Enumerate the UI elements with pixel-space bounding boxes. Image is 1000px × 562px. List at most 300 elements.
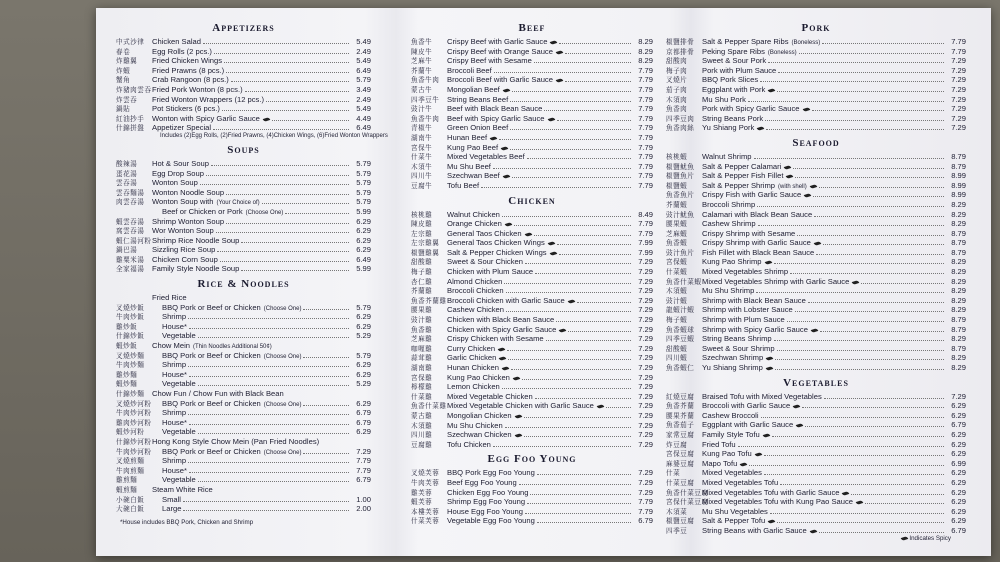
chinese-dish-name: 蝦炒河粉 (116, 429, 145, 437)
dotted-leader (812, 110, 945, 111)
menu-item-row (666, 296, 966, 306)
dotted-leader (189, 328, 349, 329)
dish-price: 6.79 (951, 420, 966, 430)
menu-item-row (411, 143, 653, 153)
menu-item-row (411, 56, 653, 66)
menu-item-row (411, 373, 653, 383)
dish-price: 7.29 (951, 56, 966, 66)
chinese-dish-name: 魚香蝦 (666, 240, 688, 248)
menu-item-row (411, 248, 653, 258)
chinese-dish-name: 什錦炒飯 (116, 333, 145, 341)
menu-item-row (666, 181, 966, 191)
dotted-leader (511, 369, 631, 370)
dish-price: 7.79 (638, 180, 653, 190)
dish-price: 7.29 (638, 257, 653, 267)
dish-price: 7.29 (638, 363, 653, 372)
chinese-dish-name: 雞炒飯 (116, 323, 138, 331)
section-title-seafood: Seafood (792, 136, 840, 149)
seafood-list (666, 152, 966, 373)
dish-price: 5.49 (356, 104, 371, 114)
dotted-leader (189, 472, 349, 473)
chinese-dish-name: 芥蘭雞 (411, 288, 433, 296)
chinese-dish-name: 炸豬肉雲吞 (116, 86, 152, 94)
dish-price: 8.99 (951, 171, 966, 181)
menu-item-row (411, 305, 653, 315)
chinese-dish-name: 叉燒片 (666, 77, 688, 85)
chinese-dish-name: 紅燒豆腐 (666, 393, 695, 401)
chinese-dish-name: 春卷 (116, 48, 131, 56)
dotted-leader (241, 270, 349, 271)
chinese-dish-name: 豉汁蝦 (666, 297, 688, 305)
appetizers-list (116, 37, 371, 133)
dotted-leader (262, 203, 349, 204)
chinese-dish-name: 牛肉炒麵 (116, 362, 145, 370)
dotted-leader (760, 81, 944, 82)
menu-item-row (411, 47, 653, 57)
menu-item-row (116, 312, 371, 322)
dish-price: 7.79 (638, 132, 653, 142)
dotted-leader (772, 436, 944, 437)
dish-price: 7.29 (951, 391, 966, 401)
dish-price: 7.29 (951, 94, 966, 104)
dotted-leader (535, 398, 631, 399)
menu-item-row (411, 516, 653, 526)
dish-name: Shrimp with Lobster Sauce (702, 305, 793, 315)
dish-price: 7.79 (638, 171, 653, 181)
chinese-dish-name: 魚香雞 (411, 326, 433, 334)
dish-price: 7.79 (638, 75, 653, 85)
dish-name: Calamari with Black Bean Sauce (702, 209, 813, 219)
dish-name: Fried Tofu (702, 439, 736, 449)
chinese-dish-name: 四季豆牛 (411, 96, 440, 104)
dish-price: 7.29 (638, 305, 653, 315)
dish-price: 7.79 (638, 506, 653, 516)
chili-pepper-icon (768, 88, 776, 93)
chinese-dish-name: 魚香什菜雞 (411, 403, 447, 411)
dish-price: 6.49 (356, 65, 371, 75)
chinese-dish-name: 豉汁雞 (411, 317, 433, 325)
dotted-leader (226, 72, 349, 73)
chinese-dish-name: 麻婆豆腐 (666, 460, 695, 468)
menu-item-row (116, 360, 371, 370)
dish-name: Tofu Beef (447, 180, 480, 190)
dish-name: Sizzling Rice Soup (152, 245, 216, 255)
menu-item-row (666, 516, 966, 526)
dotted-leader (577, 302, 631, 303)
menu-item-row (666, 238, 966, 248)
chinese-dish-name: 什菜豆腐 (666, 479, 695, 487)
chinese-dish-name: 什菜牛 (411, 154, 433, 162)
section-title-egg-foo-young: Egg Foo Young (487, 453, 577, 466)
dotted-leader (206, 175, 349, 176)
dish-name: Vegetable (162, 475, 196, 485)
chinese-dish-name: 魚香肉 (666, 106, 688, 114)
chinese-dish-name: 豉汁魷魚 (666, 211, 695, 219)
menu-panel-left (116, 18, 388, 527)
dish-price: 7.79 (638, 219, 653, 229)
dotted-leader (757, 206, 944, 207)
dish-price: 7.79 (638, 84, 653, 94)
dish-price: 8.29 (951, 257, 966, 267)
dish-name: Chicken Corn Soup (152, 254, 218, 264)
chinese-dish-name: 椒鹽排骨 (666, 39, 695, 46)
dish-name: Mongolian Chicken (447, 410, 512, 420)
dotted-leader (510, 149, 631, 150)
dotted-leader (537, 474, 631, 475)
dotted-leader (824, 398, 944, 399)
chili-pepper-icon (766, 356, 774, 361)
chinese-dish-name: 木須雞 (411, 422, 433, 430)
dish-name: Hot & Sour Soup (152, 158, 209, 168)
menu-item-row (411, 277, 653, 287)
dish-name: Pork with Spicy Garlic Sauce (702, 104, 800, 114)
chili-pepper-icon (784, 165, 792, 170)
dotted-leader (512, 177, 631, 178)
dish-name: Family Style Noodle Soup (152, 264, 240, 274)
dotted-leader (527, 158, 631, 159)
chinese-dish-name: 腰果芥蘭 (666, 412, 695, 420)
dish-name: Fried Wonton Wrappers (12 pcs.) (152, 94, 264, 104)
dish-price: 7.79 (638, 161, 653, 171)
chinese-dish-name: 甜酸蝦 (666, 345, 688, 353)
house-footnote: *House includes BBQ Pork, Chicken and Shrimp (120, 518, 254, 526)
dish-name: Shrimp Rice Noodle Soup (152, 235, 240, 245)
dish-name: Crispy Shrimp with Sesame (702, 228, 796, 238)
chili-pepper-icon (796, 423, 804, 428)
menu-item-row (116, 466, 371, 476)
menu-item-row (411, 85, 653, 95)
menu-item-row (411, 267, 653, 277)
dotted-leader (272, 120, 349, 121)
beef-list (411, 37, 653, 191)
chinese-dish-name: 家常豆腐 (666, 431, 695, 439)
dotted-leader (865, 503, 944, 504)
chinese-dish-name: 宮保什菜豆腐 (666, 499, 709, 507)
menu-item-row (666, 344, 966, 354)
menu-item-row (116, 504, 371, 514)
menu-item-row (666, 190, 966, 200)
chinese-dish-name: 豆腐雞 (411, 441, 433, 449)
chinese-dish-name: 炸蝦 (116, 67, 131, 75)
dotted-leader (764, 455, 944, 456)
dish-price: 7.79 (638, 94, 653, 104)
dish-name: Walnut Chicken (447, 209, 500, 219)
dotted-leader (525, 513, 631, 514)
chinese-dish-name: 酸辣湯 (116, 160, 138, 168)
chinese-dish-name: 魚香魚片 (666, 192, 695, 200)
appetizer-special-note: Includes (2)Egg Rolls, (2)Fried Prawns, (4)Chicken Wings, (6)Fried Wonton Wrappers (160, 132, 388, 139)
menu-item-row (411, 123, 653, 133)
dish-price: 8.29 (951, 353, 966, 363)
dish-name: Kung Pao Beef (447, 142, 499, 152)
dish-price: 8.29 (951, 363, 966, 372)
chinese-dish-name: 蝦雲吞湯 (116, 218, 145, 226)
menu-item-row (666, 478, 966, 488)
dish-name: Wonton Soup with (152, 197, 214, 207)
dotted-leader (790, 273, 944, 274)
menu-item-row (666, 363, 966, 373)
menu-item-row (666, 468, 966, 478)
dish-name: Salt & Pepper Calamari (702, 161, 782, 171)
chinese-dish-name: 什錦拼盤 (116, 125, 145, 133)
dish-price: 6.79 (356, 417, 371, 427)
dotted-leader (527, 503, 631, 504)
dotted-leader (535, 273, 631, 274)
dish-option-note: (Choose One) (263, 401, 302, 408)
menu-item-row (116, 236, 371, 246)
dish-name: Kung Pao Tofu (702, 449, 752, 459)
menu-item-row (116, 47, 371, 57)
menu-item-row (411, 430, 653, 440)
dish-price: 6.29 (951, 401, 966, 411)
chinese-dish-name: 椒鹽蝦 (666, 182, 688, 190)
menu-item-row (411, 315, 653, 325)
dish-name: Crispy Beef with Orange Sauce (447, 46, 553, 56)
dish-name: BBQ Pork or Beef or Chicken (162, 350, 261, 360)
chicken-list (411, 210, 653, 450)
dish-name: String Beans Shrimp (702, 334, 772, 344)
menu-item-row (666, 449, 966, 459)
pork-list (666, 37, 966, 133)
menu-item-row (116, 293, 371, 303)
dish-name: Wor Wonton Soup (152, 226, 214, 236)
chinese-dish-name: 四川牛 (411, 173, 433, 181)
chinese-dish-name: 魚香芥蘭雞 (411, 297, 447, 305)
dotted-leader (220, 261, 349, 262)
chinese-dish-name: 核桃雞 (411, 211, 433, 219)
menu-item-row (116, 56, 371, 66)
chili-pepper-icon (740, 462, 748, 467)
chinese-dish-name: 炸豆腐 (666, 441, 688, 449)
dish-price: 6.79 (356, 475, 371, 485)
chili-pepper-icon (549, 251, 557, 256)
chinese-dish-name: 四季豆肉 (666, 115, 695, 123)
dish-price: 5.79 (356, 197, 371, 207)
dotted-leader (510, 101, 631, 102)
dotted-leader (303, 453, 349, 454)
dish-price: 7.29 (638, 430, 653, 440)
menu-panel-right (666, 18, 966, 536)
dish-price: 8.49 (638, 209, 653, 219)
menu-item-row (666, 315, 966, 325)
menu-item-row (666, 277, 966, 287)
chili-pepper-icon (900, 536, 908, 541)
menu-item-row (666, 200, 966, 210)
dotted-leader (814, 216, 944, 217)
dotted-leader (754, 158, 944, 159)
dish-name: Kung Pao Chicken (447, 372, 510, 382)
dotted-leader (534, 62, 631, 63)
dish-price: 8.29 (951, 209, 966, 219)
menu-item-row (666, 114, 966, 124)
dish-price: 8.29 (638, 56, 653, 66)
menu-item-row (666, 152, 966, 162)
dotted-leader (544, 110, 631, 111)
menu-item-row (666, 66, 966, 76)
dish-price: 5.79 (356, 302, 371, 312)
dish-name: Chicken Egg Foo Young (447, 487, 529, 497)
dotted-leader (303, 405, 349, 406)
dotted-leader (519, 484, 631, 485)
dish-price: 6.79 (356, 408, 371, 418)
chinese-dish-name: 魚香什菜豆腐 (666, 489, 709, 497)
chinese-dish-name: 豉汁魚片 (666, 249, 695, 257)
section-title-chicken: Chicken (508, 194, 556, 207)
menu-item-row (666, 459, 966, 469)
dotted-leader (738, 446, 944, 447)
chili-pepper-icon (499, 356, 507, 361)
dish-name: Wonton Soup (152, 178, 198, 188)
dish-name: Crab Rangoon (8 pcs.) (152, 75, 229, 85)
chinese-dish-name: 咖喱雞 (411, 345, 433, 353)
dish-name: Shrimp (162, 360, 187, 370)
vegetables-list (666, 392, 966, 536)
dish-price: 7.29 (638, 477, 653, 487)
dish-name: Chow Mein (152, 341, 190, 351)
dotted-leader (777, 350, 944, 351)
chinese-dish-name: 陳皮雞 (411, 221, 433, 229)
dish-name: Salt & Pepper Shrimp (702, 180, 776, 190)
chinese-dish-name: 芝麻雞 (411, 336, 433, 344)
dotted-leader (493, 446, 631, 447)
dish-price: 6.29 (951, 497, 966, 507)
menu-item-row (411, 219, 653, 229)
menu-sheet (96, 8, 991, 556)
chinese-dish-name: 叉燒煎麵 (116, 458, 145, 466)
section-title-appetizers: Appetizers (212, 22, 275, 34)
dish-name: String Beans Beef (447, 94, 509, 104)
dotted-leader (568, 331, 631, 332)
menu-item-row (116, 123, 371, 133)
dish-price: 3.49 (356, 84, 371, 94)
dotted-leader (546, 340, 631, 341)
dish-name: BBQ Pork or Beef or Chicken (162, 398, 261, 408)
dotted-leader (805, 426, 944, 427)
dish-name: Chicken with Plum Sauce (447, 267, 534, 277)
chili-pepper-icon (514, 433, 522, 438)
dish-name: Salt & Pepper Spare Ribs (702, 37, 789, 46)
dish-name: General Taos Chicken (447, 228, 522, 238)
chinese-dish-name: 魚香蝦球 (666, 326, 695, 334)
dish-price: 7.29 (638, 401, 653, 411)
dish-price: 8.99 (951, 190, 966, 200)
dish-name: Chicken with Black Bean Sauce (447, 315, 555, 325)
dish-price: 7.29 (951, 113, 966, 123)
dotted-leader (303, 309, 349, 310)
dish-option-note: (Your Choice of) (216, 200, 260, 207)
dish-price: 7.99 (638, 238, 653, 248)
dotted-leader (778, 72, 944, 73)
chinese-dish-name: 梅子肉 (666, 67, 688, 75)
chinese-dish-name: 湖南雞 (411, 365, 433, 372)
menu-item-row (411, 104, 653, 114)
egg-foo-young-list (411, 468, 653, 526)
menu-item-row (411, 363, 653, 373)
dish-price: 7.29 (638, 276, 653, 286)
chinese-dish-name: 宮保蝦 (666, 259, 688, 267)
dish-price: 7.29 (638, 487, 653, 497)
chinese-dish-name: 椒鹽魷魚 (666, 163, 695, 171)
dish-price: 8.29 (951, 267, 966, 277)
dish-price: 4.49 (356, 113, 371, 123)
chinese-dish-name: 豆腐牛 (411, 182, 433, 190)
chinese-dish-name: 雞炒麵 (116, 371, 138, 379)
dotted-leader (514, 225, 631, 226)
dish-price: 8.79 (951, 315, 966, 325)
dish-name: Mu Shu Beef (447, 161, 491, 171)
dish-price: 5.79 (356, 350, 371, 360)
dotted-leader (505, 427, 631, 428)
dish-price: 6.99 (951, 458, 966, 468)
dish-name: Crispy Chicken with Sesame (447, 334, 544, 344)
menu-item-row (116, 399, 371, 409)
section-title-vegetables: Vegetables (783, 376, 849, 389)
chili-pepper-icon (498, 347, 506, 352)
dotted-leader (303, 357, 349, 358)
spicy-legend-text: Indicates Spicy (909, 535, 951, 542)
dotted-leader (216, 232, 349, 233)
dotted-leader (774, 340, 944, 341)
menu-item-row (116, 255, 371, 265)
dish-price: 7.29 (638, 391, 653, 401)
dish-price: 8.29 (638, 37, 653, 46)
chinese-dish-name: 芝麻蝦 (666, 230, 688, 238)
dish-name: Broccoli Shrimp (702, 199, 756, 209)
dish-name: Hong Kong Style Chow Mein (Pan Fried Noodles) (152, 436, 320, 446)
chinese-dish-name: 什菜芙蓉 (411, 518, 440, 526)
chili-pepper-icon (856, 500, 864, 505)
chinese-dish-name: 魚香蝦仁 (666, 365, 695, 372)
dish-price: 8.79 (951, 324, 966, 334)
menu-item-row (411, 171, 653, 181)
dish-name: Shrimp Wonton Soup (152, 216, 225, 226)
chili-pepper-icon (852, 280, 860, 285)
menu-item-row (116, 379, 371, 389)
dish-name: Mixed Vegetable Chicken with Garlic Sauce (447, 401, 594, 411)
chili-pepper-icon (547, 117, 555, 122)
chinese-dish-name: 蝦炒飯 (116, 343, 138, 351)
dish-price: 5.79 (356, 158, 371, 168)
dish-name: Wonton with Spicy Garlic Sauce (152, 113, 260, 123)
dish-name: Orange Chicken (447, 219, 502, 229)
dotted-leader (502, 216, 631, 217)
chili-pepper-icon (556, 50, 564, 55)
menu-item-row (116, 437, 371, 447)
chinese-dish-name: 牛肉煎麵 (116, 467, 145, 475)
chinese-dish-name: 杏仁雞 (411, 278, 433, 286)
dotted-leader (183, 510, 349, 511)
menu-item-row (116, 408, 371, 418)
menu-item-row (116, 85, 371, 95)
dish-name: Crispy Beef with Sesame (447, 56, 532, 66)
menu-item-row (666, 325, 966, 335)
chinese-dish-name: 雲吞麵湯 (116, 189, 145, 197)
menu-item-row (411, 344, 653, 354)
chili-pepper-icon (505, 222, 513, 227)
chili-pepper-icon (490, 136, 498, 141)
chili-pepper-icon (547, 241, 555, 246)
menu-item-row (116, 169, 371, 179)
dish-name: General Taos Chicken Wings (447, 238, 545, 248)
dotted-leader (203, 43, 349, 44)
dotted-leader (775, 369, 944, 370)
menu-item-row (116, 217, 371, 227)
dish-price: 7.79 (356, 456, 371, 466)
menu-item-row (666, 171, 966, 181)
dotted-leader (795, 177, 944, 178)
chinese-dish-name: 龍蝦汁蝦 (666, 307, 695, 315)
dish-price: 7.29 (638, 334, 653, 344)
